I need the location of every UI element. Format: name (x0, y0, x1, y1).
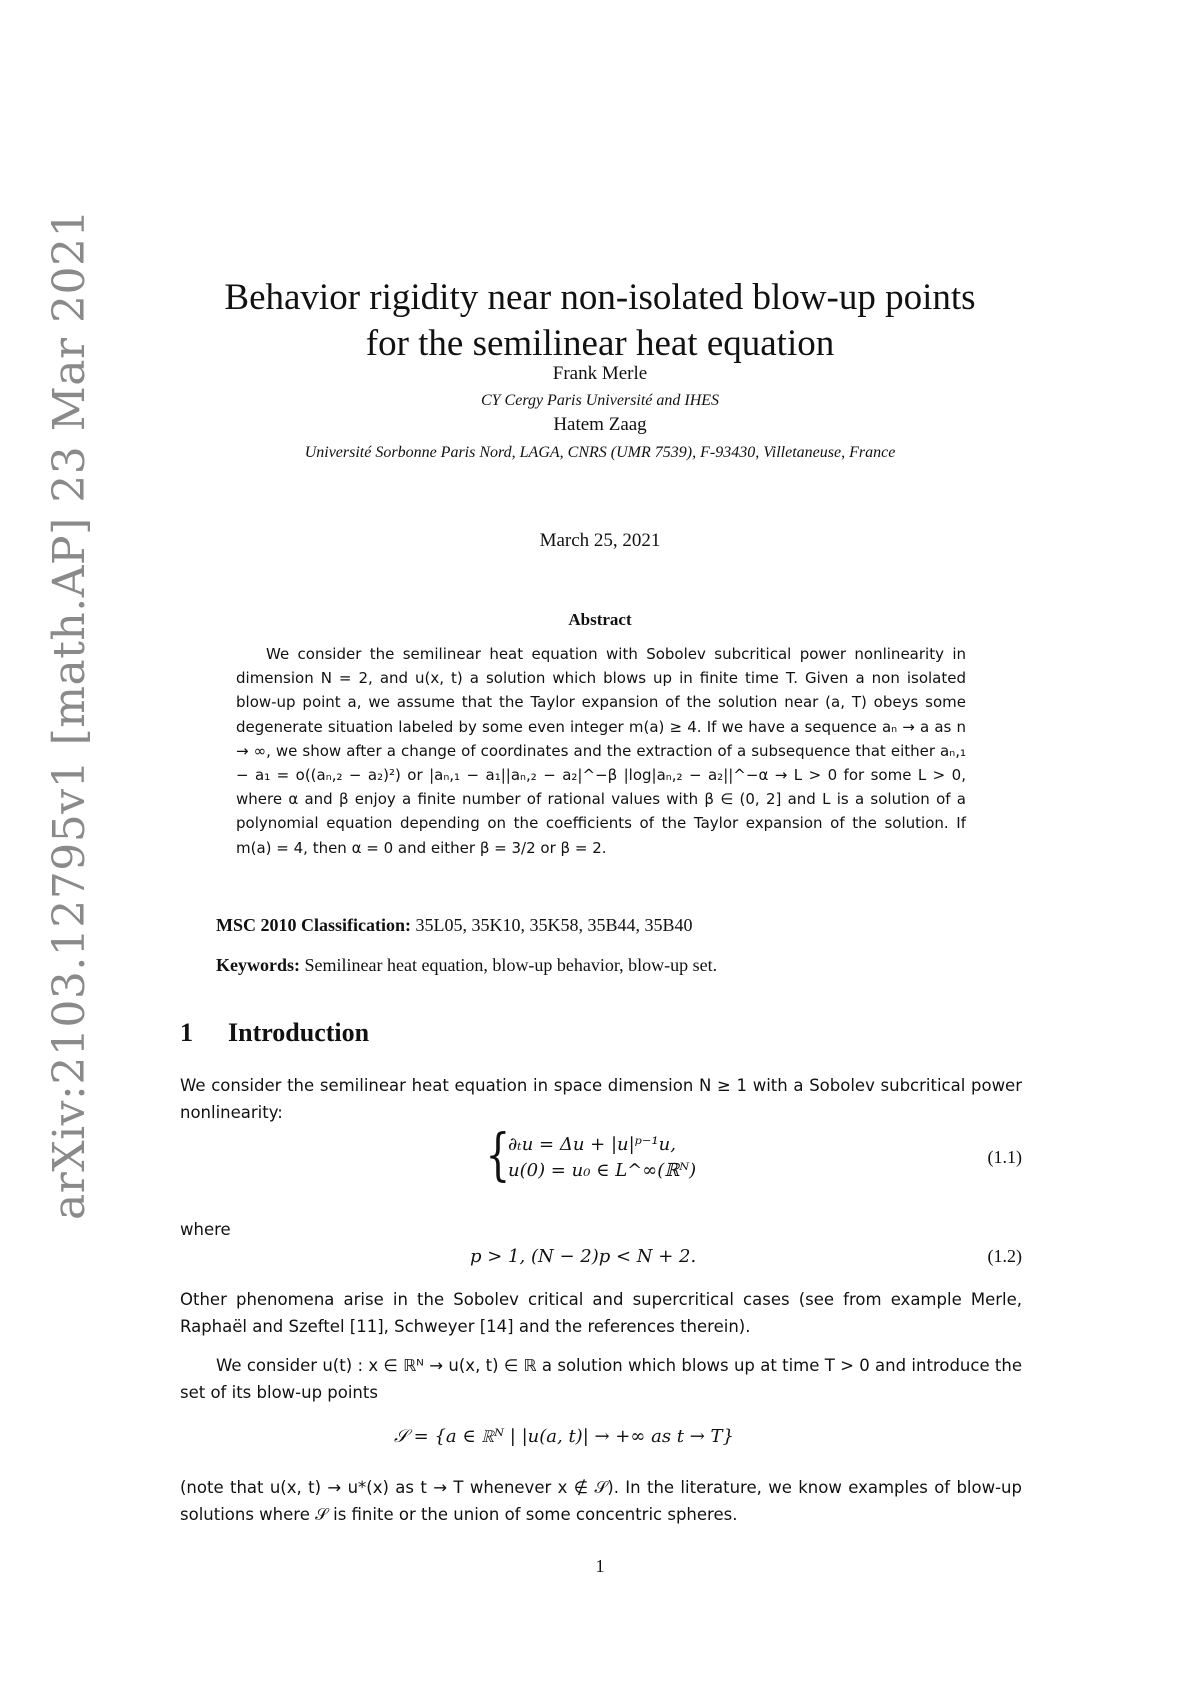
equation-1-1-number: (1.1) (987, 1147, 1022, 1167)
where-text: where (180, 1220, 231, 1239)
msc-value: 35L05, 35K10, 35K58, 35B44, 35B40 (411, 915, 693, 935)
title-line-2: for the semilinear heat equation (365, 323, 835, 364)
msc-label: MSC 2010 Classification: (216, 915, 411, 935)
equation-blowup-set: 𝒮 = {a ∈ ℝᴺ | |u(a, t)| → +∞ as t → T} (394, 1426, 734, 1447)
section-heading (180, 1018, 369, 1048)
affiliation-2: Université Sorbonne Paris Nord, LAGA, CNRS (UMR 7539), F-93430, Villetaneuse, France (304, 444, 896, 461)
keywords-value: Semilinear heat equation, blow-up behavior, blow-up set. (300, 955, 718, 975)
intro-paragraph-1: We consider the semilinear heat equation in space dimension N ≥ 1 with a Sobolev subcritical power nonlinearity: (180, 1076, 1022, 1122)
intro-paragraph-4: (note that u(x, t) → u*(x) as t → T whenever x ∉ 𝒮). In the literature, we know examples of blow-up solutions where 𝒮 is finite or the union of some concentric spheres. (180, 1478, 1022, 1524)
paper-date: March 25, 2021 (539, 530, 661, 551)
title-line-1: Behavior rigidity near non-isolated blow-up points (224, 277, 976, 318)
section-number: 1 (180, 1018, 193, 1047)
section-title: Introduction (228, 1018, 370, 1047)
paper-title (150, 275, 1050, 367)
author-1: Frank Merle (552, 363, 648, 384)
abstract-text: We consider the semilinear heat equation with Sobolev subcritical power nonlinearity in dimension N = 2, and u(x, t) a solution which blows up in finite time T. Given a non isolated blow-up point a, we assume that the Taylor expansion of the solution near (a, T) obeys some degenerate situation labeled by some even integer m(a) ≥ 4. If we have a sequence aₙ → a as n → ∞, we show after a change of coordinates and the extraction of a subsequence that either aₙ,₁ − a₁ = o((aₙ,₂ − a₂)²) or |aₙ,₁ − a₁||aₙ,₂ − a₂|^−β |log|aₙ,₂ − a₂||^−α → L > 0 for some L > 0, where α and β enjoy a finite number of rational values with β ∈ (0, 2] and L is a solution of a polynomial equation depending on the coefficients of the Taylor expansion of the solution. If m(a) = 4, then α = 0 and either β = 3/2 or β = 2. (236, 645, 966, 857)
intro-paragraph-2: Other phenomena arise in the Sobolev critical and supercritical cases (see from example Merle, Raphaël and Szeftel [11], Schweyer [14] and the references therein). (180, 1290, 1022, 1336)
author-2: Hatem Zaag (553, 414, 647, 435)
equation-1-1-line-2: u(0) = u₀ ∈ L^∞(ℝᴺ) (508, 1160, 697, 1181)
msc-classification (216, 915, 693, 936)
affiliation-1: CY Cergy Paris Université and IHES (480, 392, 720, 409)
equation-brace: { (485, 1123, 511, 1188)
keywords (216, 955, 717, 976)
keywords-label: Keywords: (216, 955, 300, 975)
arxiv-side-stamp: arXiv:2103.12795v1 [math.AP] 23 Mar 2021 (44, 208, 95, 1220)
equation-1-2: p > 1, (N − 2)p < N + 2. (470, 1246, 697, 1267)
abstract-heading: Abstract (568, 610, 632, 629)
page-number: 1 (595, 1556, 605, 1576)
equation-1-1-line-1: ∂ₜu = Δu + |u|ᵖ⁻¹u, (508, 1134, 676, 1155)
intro-paragraph-3: We consider u(t) : x ∈ ℝᴺ → u(x, t) ∈ ℝ a solution which blows up at time T > 0 and introduce the set of its blow-up points (180, 1356, 1022, 1402)
equation-1-2-number: (1.2) (987, 1246, 1022, 1266)
